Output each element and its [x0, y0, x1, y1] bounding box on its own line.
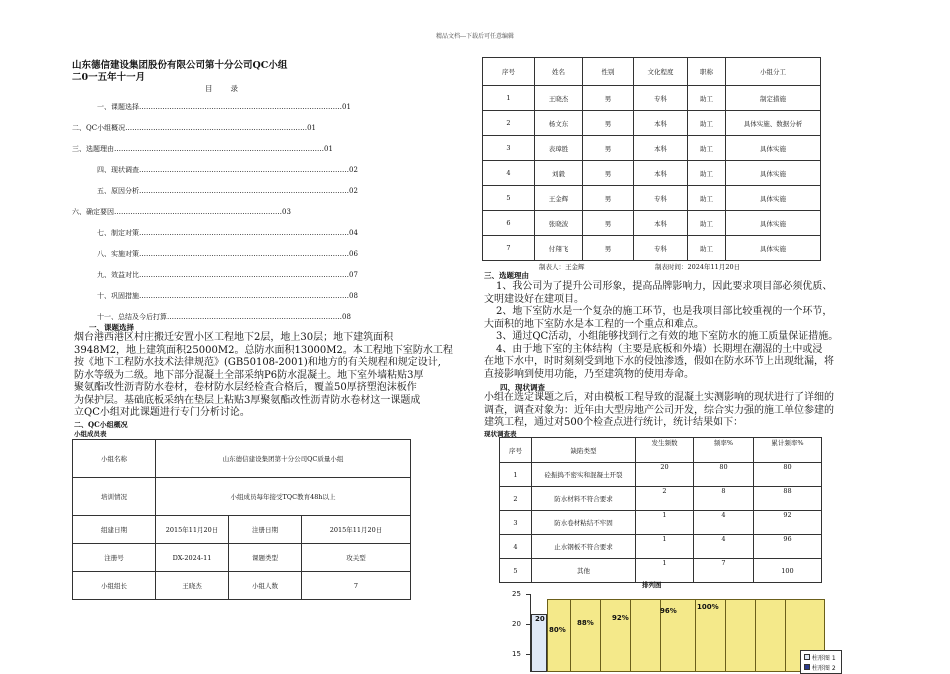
legend-swatch — [804, 654, 810, 660]
cell: 2 — [483, 111, 535, 136]
grid-line — [755, 599, 756, 672]
survey-table-caption: 现状调查表 — [484, 430, 517, 438]
header-cell: 频率% — [694, 438, 754, 463]
cell: 专科 — [634, 86, 688, 111]
cell: 具体实施 — [726, 161, 821, 186]
cell: 1 — [636, 535, 694, 559]
cumulative-label: 92% — [612, 614, 629, 622]
cell: 7 — [483, 236, 535, 261]
section-heading-4: 四、现状调查 — [500, 383, 545, 392]
cell: 具体实施 — [726, 136, 821, 161]
cell: 男 — [583, 161, 634, 186]
table-row — [500, 511, 822, 535]
toc-item: 八、实施对策………………………………………………………………………………06 — [97, 250, 358, 258]
cell: 88 — [754, 487, 822, 511]
grid-line — [600, 599, 601, 672]
y-tick-label: 25 — [512, 590, 521, 598]
cell: 100 — [754, 559, 822, 583]
cell: 具体实施、数据分析 — [726, 111, 821, 136]
grid-line — [695, 599, 696, 672]
cell: 制定措施 — [726, 86, 821, 111]
grid-line — [725, 599, 726, 672]
members-table — [482, 57, 821, 261]
header-cell: 序号 — [483, 58, 535, 86]
section-heading-2: 二、QC小组概况 — [74, 420, 128, 429]
section-heading-1: 一、课题选择 — [89, 323, 134, 332]
cell: 本科 — [634, 211, 688, 236]
cell: 80 — [694, 463, 754, 487]
table-row — [500, 535, 822, 559]
cell: 4 — [483, 161, 535, 186]
cell: 课题类型 — [229, 544, 302, 572]
cumulative-label: 88% — [577, 619, 594, 627]
header-cell: 文化程度 — [634, 58, 688, 86]
cell: 组建日期 — [73, 516, 156, 544]
cell: 男 — [583, 136, 634, 161]
table-row — [483, 111, 821, 136]
bar-data-label: 20 — [535, 615, 545, 623]
cell: 7 — [302, 572, 411, 600]
table-row — [483, 186, 821, 211]
cell: 小组名称 — [73, 440, 156, 478]
toc-item: 一、课题选择……………………………………………………………………………01 — [97, 103, 351, 111]
cell: 4 — [694, 511, 754, 535]
cumulative-label: 100% — [697, 603, 719, 611]
cell: 2015年11月20日 — [156, 516, 229, 544]
table-row — [483, 236, 821, 261]
cell: 男 — [583, 211, 634, 236]
toc-item: 十、巩固措施………………………………………………………………………………08 — [97, 292, 358, 300]
cell: 8 — [694, 487, 754, 511]
cell: 助工 — [688, 161, 726, 186]
page-header: 精品文档---下载后可任意编辑 — [435, 33, 515, 40]
cell: 山东德信建设集团第十分公司QC质量小组 — [156, 440, 411, 478]
cell: 其他 — [532, 559, 636, 583]
cell: 80 — [754, 463, 822, 487]
table-row — [483, 211, 821, 236]
cell: 张晓波 — [535, 211, 583, 236]
cell: 注册日期 — [229, 516, 302, 544]
cell: DX-2024-11 — [156, 544, 229, 572]
chart-legend — [800, 650, 842, 674]
cell: 1 — [500, 463, 532, 487]
toc-item: 五、原因分析………………………………………………………………………………02 — [97, 187, 358, 195]
header-cell: 缺陷类型 — [532, 438, 636, 463]
cell: 2 — [500, 487, 532, 511]
toc-item: 九、效益对比………………………………………………………………………………07 — [97, 271, 358, 279]
cell: 小组人数 — [229, 572, 302, 600]
grid-line — [570, 599, 571, 672]
cell: 砼振捣不密实和混凝土开裂 — [532, 463, 636, 487]
y-tick — [526, 594, 530, 595]
chart-title: 排列图 — [642, 581, 662, 589]
header-cell: 累计频率% — [754, 438, 822, 463]
cell: 具体实施 — [726, 236, 821, 261]
members-date: 制表时间：2024年11月20日 — [655, 263, 741, 271]
cell: 助工 — [688, 211, 726, 236]
grid-line — [630, 599, 631, 672]
cell: 刘毅 — [535, 161, 583, 186]
toc-item: 七、制定对策………………………………………………………………………………04 — [97, 229, 358, 237]
toc-item: 六、确定要因………………………………………………………………03 — [72, 208, 291, 216]
group-table-caption: 小组成员表 — [74, 430, 107, 438]
cell: 助工 — [688, 236, 726, 261]
cell: 92 — [754, 511, 822, 535]
cell: 20 — [636, 463, 694, 487]
cell: 止水钢板不符合要求 — [532, 535, 636, 559]
cell: 本科 — [634, 136, 688, 161]
cell: 培训情况 — [73, 478, 156, 516]
header-cell: 发生频数 — [636, 438, 694, 463]
toc-item: 四、现状调查………………………………………………………………………………02 — [97, 166, 358, 174]
cell: 3 — [483, 136, 535, 161]
section-heading-3: 三、选题理由 — [484, 271, 529, 280]
y-tick-label: 15 — [512, 650, 521, 658]
cell: 攻关型 — [302, 544, 411, 572]
table-row — [483, 86, 821, 111]
legend-swatch — [804, 664, 810, 670]
doc-title-date: 二0一五年十一月 — [72, 72, 146, 83]
cell: 小组组长 — [73, 572, 156, 600]
legend-label: 柱形图 1 — [811, 655, 836, 662]
cell: 6 — [483, 211, 535, 236]
table-row — [500, 559, 822, 583]
cumulative-area — [547, 599, 825, 672]
table-row — [483, 161, 821, 186]
section-4-body: 小组在选定课题之后，对由模板工程导致的混凝土实测影响的现状进行了详细的 调查，调查对象为：近年由大型房地产公司开发，综合实力强的施工单位参建的 建筑工程，通过对500个检查点进行统计，统计结果如下： — [484, 392, 834, 428]
cell: 5 — [500, 559, 532, 583]
cell: 表璋胜 — [535, 136, 583, 161]
grid-line — [785, 599, 786, 672]
cell: 2 — [636, 487, 694, 511]
toc-item: 二、QC小组概况……………………………………………………………………01 — [72, 124, 317, 132]
cell: 付翔飞 — [535, 236, 583, 261]
cell: 助工 — [688, 186, 726, 211]
cell: 1 — [636, 559, 694, 583]
cell: 3 — [500, 511, 532, 535]
y-tick-label: 20 — [512, 620, 521, 628]
header-cell: 序号 — [500, 438, 532, 463]
table-row — [500, 463, 822, 487]
cell: 5 — [483, 186, 535, 211]
cell: 男 — [583, 111, 634, 136]
cumulative-label: 96% — [660, 607, 677, 615]
cell: 王金辉 — [535, 186, 583, 211]
toc-item: 三、选题理由………………………………………………………………………………01 — [72, 145, 333, 153]
table-row — [483, 136, 821, 161]
cell: 具体实施 — [726, 186, 821, 211]
cell: 专科 — [634, 236, 688, 261]
cell: 防水材料不符合要求 — [532, 487, 636, 511]
cell: 男 — [583, 186, 634, 211]
cell: 本科 — [634, 161, 688, 186]
cell: 小组成员每年接受TQC教育48h以上 — [156, 478, 411, 516]
cell: 专科 — [634, 186, 688, 211]
legend-label: 柱形图 2 — [811, 665, 836, 672]
cell: 防水卷材粘结不牢固 — [532, 511, 636, 535]
cumulative-label: 80% — [549, 626, 566, 634]
cell: 4 — [500, 535, 532, 559]
toc-item: 十一、总结及今后打算…………………………………………………………………08 — [97, 313, 351, 321]
cell: 助工 — [688, 86, 726, 111]
cell: 男 — [583, 86, 634, 111]
header-cell: 姓名 — [535, 58, 583, 86]
cell: 1 — [483, 86, 535, 111]
survey-table — [499, 437, 822, 583]
y-tick — [526, 624, 530, 625]
y-tick — [526, 654, 530, 655]
section-3-body: 1、我公司为了提升公司形象，提高品牌影响力，因此要求项目部必须优质、 文明建设好在建项目。 2、地下室防水是一个复杂的施工环节，也是我项目部比较重视的一个环节， 大面积的地下室防水是本工程的一个重点和难点。 3、通过QC活动，小组能够找到行之有效的地下室防水的施工质量保证措施。 4、由于地下室的主体结构（主要是底板和外墙）长期埋在潮湿的土中或浸 在地下水中，时时刻刻受到地下水的侵蚀渗透，假如在防水环节上出现纰漏，将 直接影响到使用功能，乃至建筑物的使用寿命。 — [484, 281, 839, 380]
toc-title: 目录 — [205, 84, 256, 93]
cell: 2015年11月20日 — [302, 516, 411, 544]
cell: 助工 — [688, 136, 726, 161]
members-maker: 制表人：王金辉 — [539, 263, 585, 271]
cell: 7 — [694, 559, 754, 583]
doc-title-company: 山东德信建设集团股份有限公司第十分公司QC小组 — [72, 60, 288, 71]
cell: 助工 — [688, 111, 726, 136]
cell: 具体实施 — [726, 211, 821, 236]
cell: 本科 — [634, 111, 688, 136]
cell: 男 — [583, 236, 634, 261]
cell: 王晓杰 — [156, 572, 229, 600]
cell: 4 — [694, 535, 754, 559]
table-row — [500, 487, 822, 511]
header-cell: 小组分工 — [726, 58, 821, 86]
header-cell: 性别 — [583, 58, 634, 86]
group-info-table — [72, 439, 411, 600]
cell: 96 — [754, 535, 822, 559]
section-1-body: 烟台港西港区村庄搬迁安置小区工程地下2层，地上30层；地下建筑面积 3948M2，地上建筑面积25000M2。总防水面积13000M2。本工程地下室防水工程 按《地下工程防水技术法律规范》(GB50108-2001)和地方的有关规程和规定设计, 防水等级为二级。地下部分混凝土全部采纳P6防水混凝土。地下室外墙粘贴3厚 聚氨酯改性沥青防水卷材，卷材防水层经检查合格后，覆盖50厚挤塑泡沫板作 为保护层。基础底板采纳在垫层上粘贴3厚聚氨酯改性沥青防水卷材这一课题成 立QC小组对此课题进行专门分析讨论。 — [74, 332, 453, 418]
pareto-chart — [495, 590, 840, 672]
cell: 杨文东 — [535, 111, 583, 136]
cell: 注册号 — [73, 544, 156, 572]
header-cell: 职称 — [688, 58, 726, 86]
cell: 1 — [636, 511, 694, 535]
cell: 王晓杰 — [535, 86, 583, 111]
